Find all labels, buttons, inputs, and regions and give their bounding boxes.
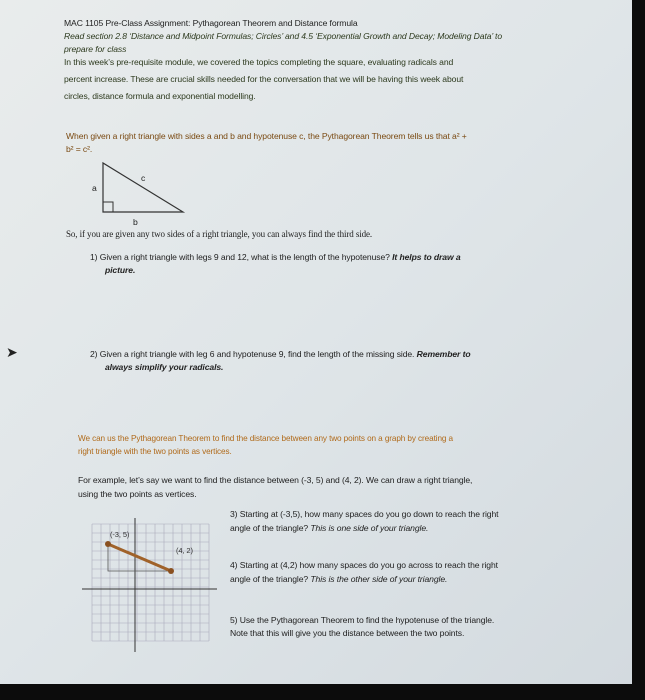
pythag-line-1: When given a right triangle with sides a and b and hypotenuse c, the Pythagorean Theorem tells us that a² +	[66, 131, 467, 141]
q1-text: 1) Given a right triangle with legs 9 and 12, what is the length of the hypotenuse?	[90, 252, 390, 262]
example-line-1: For example, let’s say we want to find the distance between (-3, 5) and (4, 2). We can draw a right triangle,	[78, 475, 473, 485]
point-1-label: (-3, 5)	[110, 530, 130, 539]
q2-hint-2: always simplify your radicals.	[105, 362, 224, 372]
q1-hint-2: picture.	[105, 265, 136, 275]
q5-line-2: Note that this will give you the distance between the two points.	[230, 628, 465, 638]
mouse-cursor-icon: ➤	[6, 344, 18, 360]
intro-line-1: In this week’s pre-requisite module, we covered the topics completing the square, evaluating radicals and	[64, 57, 454, 67]
point-2-label: (4, 2)	[176, 546, 193, 555]
q3-line-1: 3) Starting at (-3,5), how many spaces do you go down to reach the right	[230, 509, 499, 519]
q4-line-1: 4) Starting at (4,2) how many spaces do you go across to reach the right	[230, 560, 498, 570]
segment-between-points	[108, 544, 171, 571]
point-1	[105, 541, 111, 547]
pythag-line-2: b² = c².	[66, 144, 93, 154]
intro-line-3: circles, distance formula and exponential modelling.	[64, 91, 256, 101]
q3-hint: This is one side of your triangle.	[310, 523, 429, 533]
q2-text: 2) Given a right triangle with leg 6 and hypotenuse 9, find the length of the missing side.	[90, 349, 415, 359]
right-angle-marker	[103, 202, 113, 212]
triangle-shape	[103, 163, 183, 212]
so-text: So, if you are given any two sides of a right triangle, you can always find the third side.	[66, 229, 373, 239]
side-a-label: a	[92, 183, 97, 193]
side-c-label: c	[141, 173, 146, 183]
right-triangle-diagram	[88, 160, 198, 230]
coordinate-graph	[82, 518, 217, 652]
example-line-2: using the two points as vertices.	[78, 489, 197, 499]
q4-hint: This is the other side of your triangle.	[310, 574, 448, 584]
reading-line-2: prepare for class	[64, 44, 127, 54]
reading-line-1: Read section 2.8 ‘Distance and Midpoint Formulas; Circles’ and 4.5 ‘Exponential Growth and Decay; Modeling Data’ to	[64, 31, 503, 41]
distance-line-1: We can us the Pythagorean Theorem to find the distance between any two points on a graph by creating a	[78, 434, 454, 443]
q2-hint: Remember to	[416, 349, 471, 359]
title: MAC 1105 Pre-Class Assignment: Pythagorean Theorem and Distance formula	[64, 18, 358, 28]
q4-line-2: angle of the triangle?	[230, 574, 309, 584]
q1-hint: It helps to draw a	[392, 252, 461, 262]
q5-line-1: 5) Use the Pythagorean Theorem to find the hypotenuse of the triangle.	[230, 615, 495, 625]
side-b-label: b	[133, 217, 138, 227]
q3-line-2: angle of the triangle?	[230, 523, 309, 533]
distance-line-2: right triangle with the two points as vertices.	[78, 447, 232, 456]
point-2	[168, 568, 174, 574]
intro-line-2: percent increase. These are crucial skills needed for the conversation that we will be having this week about	[64, 74, 464, 84]
